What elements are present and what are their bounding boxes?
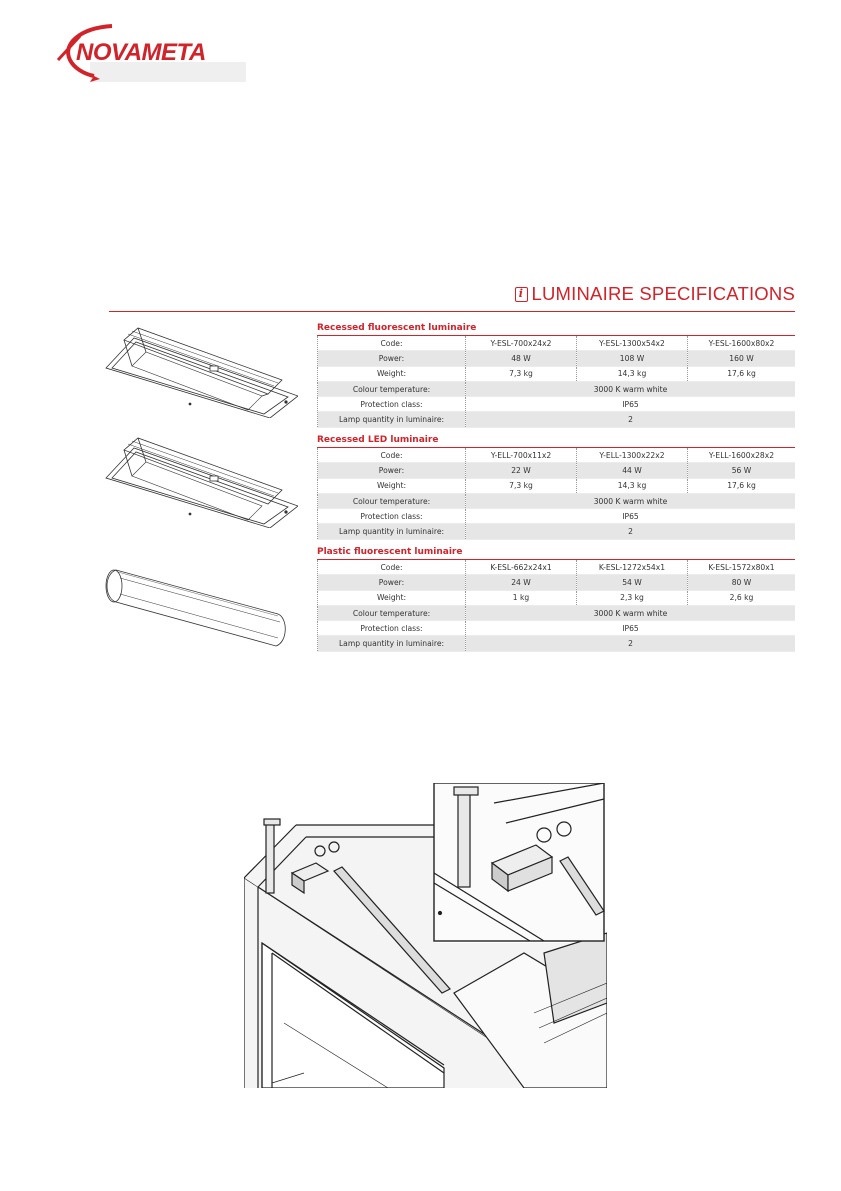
cell: 1 kg [466, 590, 577, 605]
cell: 2 [466, 524, 796, 539]
table-row [318, 636, 796, 651]
cell: 2 [466, 412, 796, 427]
cell: Y-ESL-1300x54x2 [577, 336, 688, 351]
cell: 17,6 kg [688, 478, 796, 493]
row-label: Protection class: [318, 509, 466, 524]
row-label: Power: [318, 575, 466, 590]
cell: 3000 K warm white [466, 493, 796, 508]
cell: 3000 K warm white [466, 381, 796, 396]
spec-table [317, 560, 795, 652]
row-label: Colour temperature: [318, 381, 466, 396]
table-row [318, 381, 796, 396]
row-label: Colour temperature: [318, 493, 466, 508]
cell: IP65 [466, 509, 796, 524]
row-label: Code: [318, 336, 466, 351]
cell: 44 W [577, 463, 688, 478]
table-row [318, 590, 796, 605]
recessed-led-luminaire-image [102, 428, 298, 528]
row-label: Protection class: [318, 397, 466, 412]
brand-logo [50, 22, 250, 86]
row-label: Lamp quantity in luminaire: [318, 524, 466, 539]
cell: Y-ELL-700x11x2 [466, 448, 577, 463]
cell: 80 W [688, 575, 796, 590]
spec-block-recessed-fluorescent [317, 322, 795, 428]
cell: 3000 K warm white [466, 605, 796, 620]
row-label: Lamp quantity in luminaire: [318, 636, 466, 651]
table-row [318, 524, 796, 539]
cell: IP65 [466, 397, 796, 412]
row-label: Weight: [318, 366, 466, 381]
row-label: Weight: [318, 590, 466, 605]
cell: 22 W [466, 463, 577, 478]
cell: Y-ESL-700x24x2 [466, 336, 577, 351]
row-label: Code: [318, 560, 466, 575]
cell: 2,3 kg [577, 590, 688, 605]
table-row [318, 605, 796, 620]
row-label: Code: [318, 448, 466, 463]
table-row [318, 493, 796, 508]
table-row [318, 351, 796, 366]
section-header [109, 283, 795, 312]
cell: 2 [466, 636, 796, 651]
spec-title: Plastic fluorescent luminaire [317, 546, 795, 560]
table-row [318, 478, 796, 493]
spec-title: Recessed fluorescent luminaire [317, 322, 795, 336]
row-label: Power: [318, 463, 466, 478]
spec-title: Recessed LED luminaire [317, 434, 795, 448]
table-row [318, 463, 796, 478]
spec-table [317, 448, 795, 540]
svg-text:NOVAMETA: NOVAMETA [76, 39, 206, 66]
cell: 48 W [466, 351, 577, 366]
spec-block-plastic-fluorescent [317, 546, 795, 652]
table-row [318, 412, 796, 427]
cell: 24 W [466, 575, 577, 590]
table-row [318, 397, 796, 412]
installation-illustration [244, 783, 607, 1088]
cell: 14,3 kg [577, 366, 688, 381]
section-title-text: LUMINAIRE SPECIFICATIONS [531, 283, 795, 304]
row-label: Protection class: [318, 621, 466, 636]
cell: 7,3 kg [466, 366, 577, 381]
cell: 54 W [577, 575, 688, 590]
spec-table [317, 336, 795, 428]
cell: Y-ELL-1600x28x2 [688, 448, 796, 463]
table-row [318, 621, 796, 636]
row-label: Power: [318, 351, 466, 366]
cell: K-ESL-1272x54x1 [577, 560, 688, 575]
cell: 160 W [688, 351, 796, 366]
cell: K-ESL-1572x80x1 [688, 560, 796, 575]
recessed-fluorescent-luminaire-image [102, 318, 298, 418]
spec-block-recessed-led [317, 434, 795, 540]
cell: K-ESL-662x24x1 [466, 560, 577, 575]
cell: Y-ELL-1300x22x2 [577, 448, 688, 463]
table-row [318, 448, 796, 463]
table-row [318, 560, 796, 575]
info-icon: i [515, 287, 528, 302]
row-label: Weight: [318, 478, 466, 493]
cell: 2,6 kg [688, 590, 796, 605]
cell: 17,6 kg [688, 366, 796, 381]
row-label: Lamp quantity in luminaire: [318, 412, 466, 427]
cell: 14,3 kg [577, 478, 688, 493]
table-row [318, 336, 796, 351]
plastic-fluorescent-luminaire-image [102, 558, 298, 658]
section-title [515, 283, 796, 305]
table-row [318, 366, 796, 381]
cell: 108 W [577, 351, 688, 366]
cell: IP65 [466, 621, 796, 636]
table-row [318, 575, 796, 590]
cell: Y-ESL-1600x80x2 [688, 336, 796, 351]
row-label: Colour temperature: [318, 605, 466, 620]
table-row [318, 509, 796, 524]
cell: 56 W [688, 463, 796, 478]
cell: 7,3 kg [466, 478, 577, 493]
